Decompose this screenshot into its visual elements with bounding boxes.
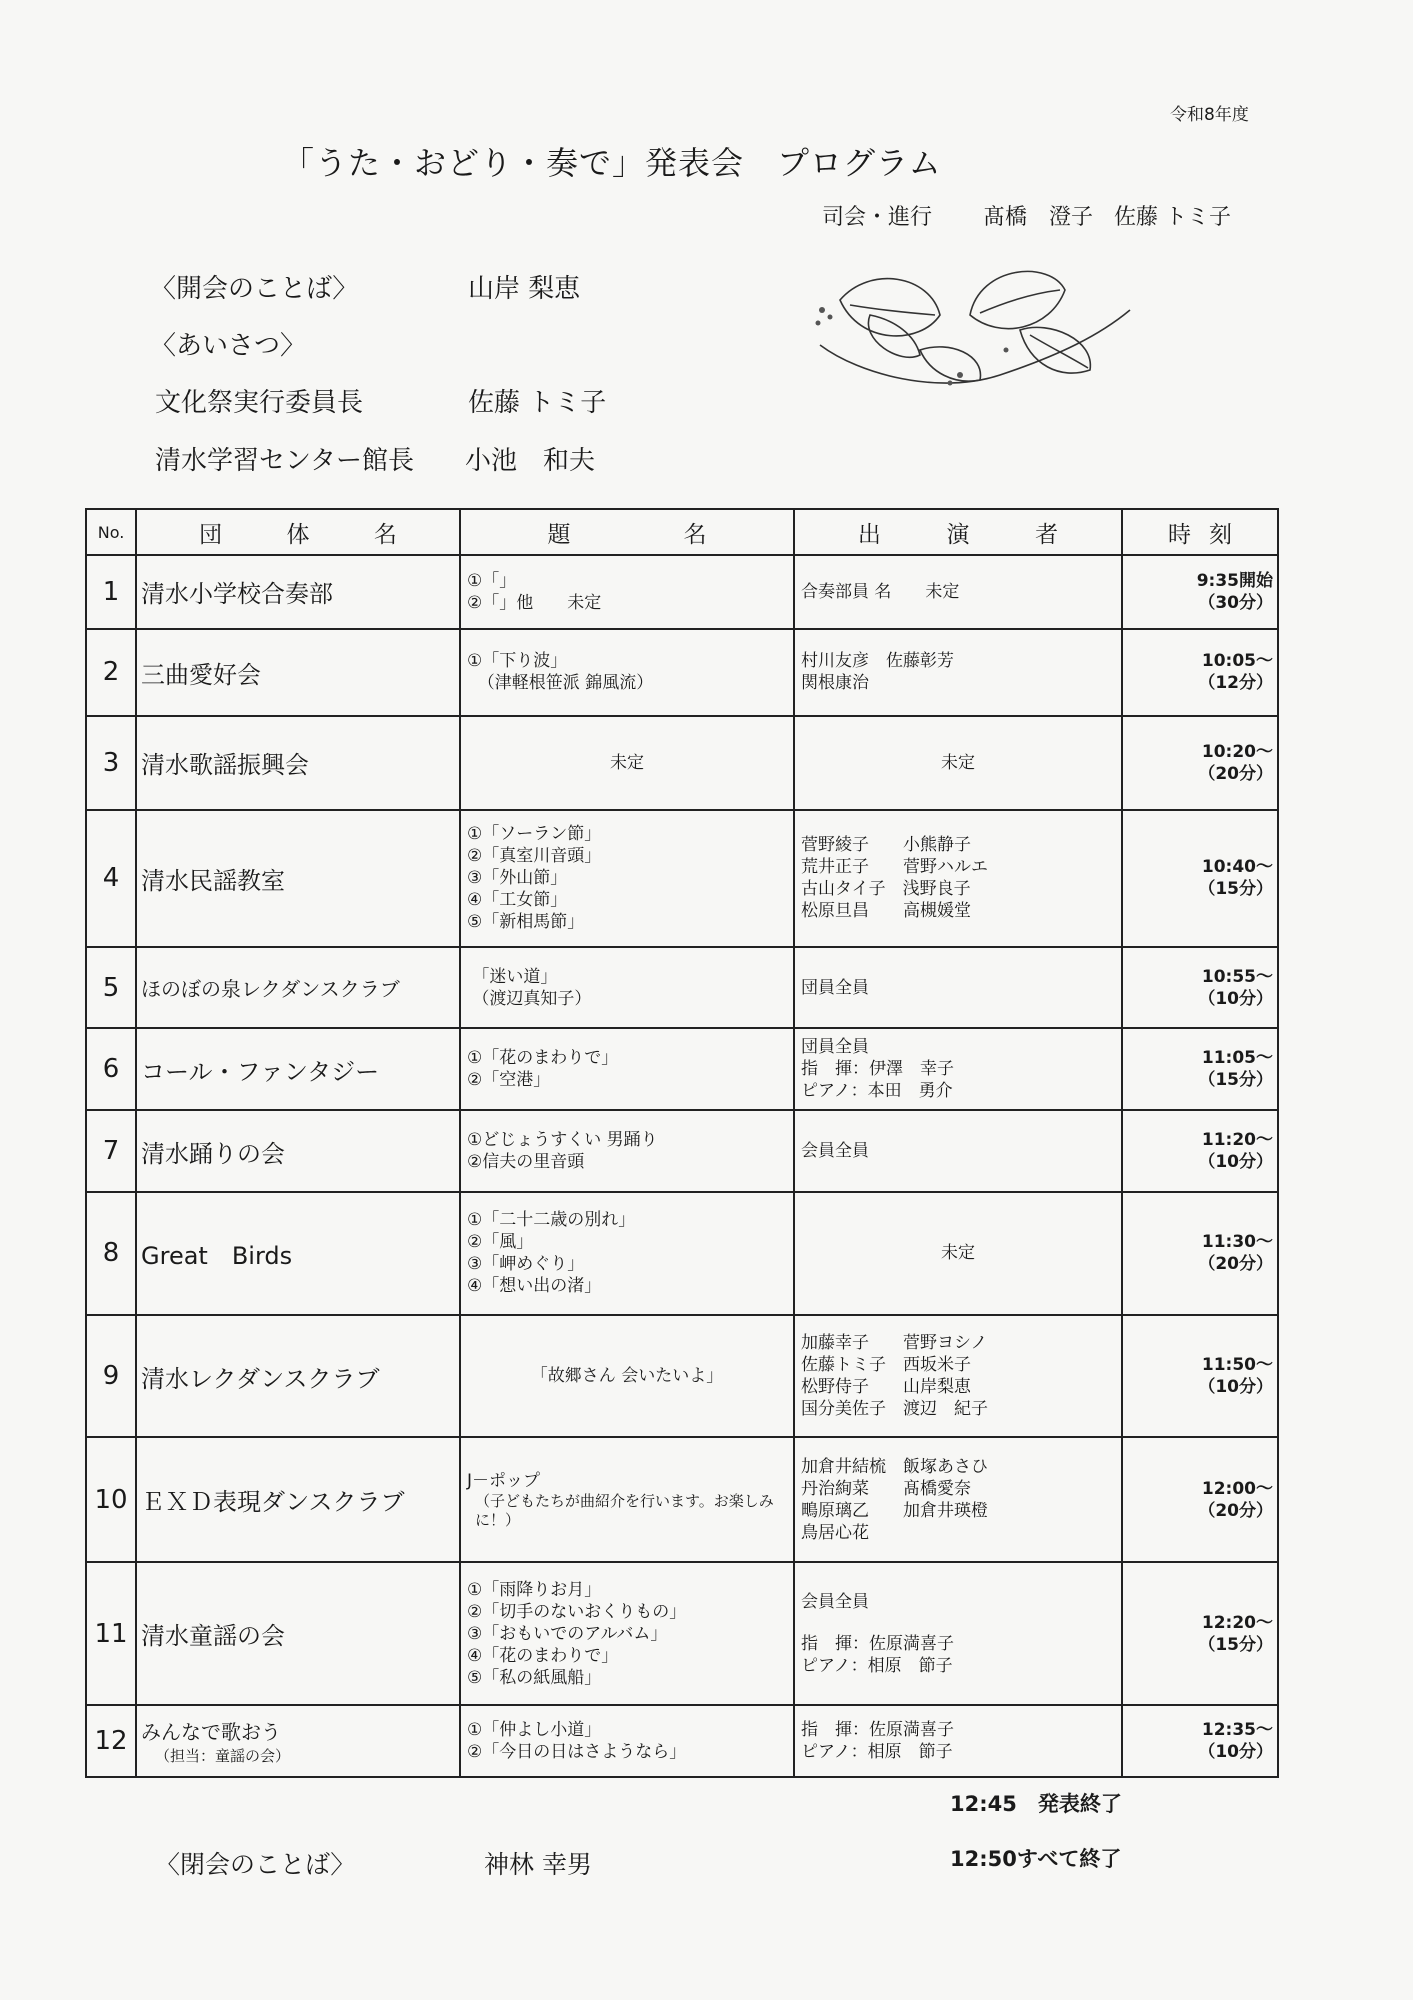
row-time: 10:20～ （20分） (1122, 716, 1278, 810)
greeting-label: 〈あいさつ〉 (150, 331, 307, 361)
row-no: 2 (86, 629, 136, 716)
closing-words-label: 〈閉会のことば〉 (155, 1850, 356, 1879)
end-presentation-time: 12:45 発表終了 (950, 1792, 1122, 1816)
table-row (86, 1028, 1278, 1110)
row-group: 三曲愛好会 (136, 629, 460, 716)
row-performers: 会員全員 (794, 1110, 1122, 1192)
row-no: 5 (86, 947, 136, 1029)
row-time: 11:20～ （10分） (1122, 1110, 1278, 1192)
table-row (86, 947, 1278, 1029)
row-titles: ①「花のまわりで」 ②「空港」 (460, 1028, 794, 1110)
chair-role: 文化祭実行委員長 (155, 388, 364, 418)
greeting-row (150, 325, 306, 362)
row-performers: 団員全員 指 揮：伊澤 幸子 ピアノ：本田 勇介 (794, 1028, 1122, 1110)
row-no: 7 (86, 1110, 136, 1192)
row-performers: 団員全員 (794, 947, 1122, 1029)
header-no: No. (86, 509, 136, 555)
row-titles: 未定 (460, 716, 794, 810)
row-performers: 村川友彦 佐藤彰芳 関根康治 (794, 629, 1122, 716)
leaf-sprig-icon (800, 255, 1140, 420)
row-group: 清水レクダンスクラブ (136, 1315, 460, 1438)
opening-words-row (150, 268, 581, 305)
header-time: 時 刻 (1122, 509, 1278, 555)
row-time: 12:20～ （15分） (1122, 1562, 1278, 1705)
row-no: 1 (86, 555, 136, 629)
table-header-row (86, 509, 1278, 555)
row-no: 8 (86, 1192, 136, 1315)
opening-words-name: 山岸 梨恵 (468, 274, 581, 304)
row-titles: ①「ソーラン節」 ②「真室川音頭」 ③「外山節」 ④「工女節」 ⑤「新相馬節」 (460, 810, 794, 947)
row-performers: 未定 (794, 1192, 1122, 1315)
closing-words-name: 神林 幸男 (484, 1850, 592, 1879)
table-row (86, 555, 1278, 629)
row-no: 12 (86, 1705, 136, 1777)
header-performers: 出 演 者 (794, 509, 1122, 555)
row-group: 清水踊りの会 (136, 1110, 460, 1192)
fiscal-year: 令和8年度 (1170, 105, 1249, 125)
program-table (85, 508, 1279, 1778)
row-titles: ①「仲よし小道」 ②「今日の日はさようなら」 (460, 1705, 794, 1777)
row-performers: 菅野綾子 小熊静子 荒井正子 菅野ハルエ 古山タイ子 浅野良子 松原旦昌 高槻媛堂 (794, 810, 1122, 947)
opening-words-label: 〈開会のことば〉 (150, 274, 359, 304)
row-time: 12:00～ （20分） (1122, 1437, 1278, 1562)
row-titles: ①「」 ②「」他 未定 (460, 555, 794, 629)
table-row (86, 1562, 1278, 1705)
row-performers: 合奏部員 名 未定 (794, 555, 1122, 629)
header-group: 団 体 名 (136, 509, 460, 555)
row-performers: 会員全員 指 揮：佐原満喜子 ピアノ：相原 節子 (794, 1562, 1122, 1705)
mc-line (822, 200, 1231, 231)
table-row (86, 810, 1278, 947)
row-titles: 「迷い道」 （渡辺真知子） (460, 947, 794, 1029)
row-no: 3 (86, 716, 136, 810)
row-performers: 指 揮：佐原満喜子 ピアノ：相原 節子 (794, 1705, 1122, 1777)
row-group: ほのぼの泉レクダンスクラブ (136, 947, 460, 1029)
mc-label: 司会・進行 (822, 205, 933, 230)
table-row (86, 1192, 1278, 1315)
page-title: 「うた・おどり・奏で」発表会 プログラム (282, 144, 942, 182)
table-row (86, 629, 1278, 716)
row-performers: 未定 (794, 716, 1122, 810)
row-time: 9:35開始 （30分） (1122, 555, 1278, 629)
row-titles: ①「二十二歳の別れ」 ②「風」 ③「岬めぐり」 ④「想い出の渚」 (460, 1192, 794, 1315)
row-time: 10:40～ （15分） (1122, 810, 1278, 947)
row-time: 10:55～ （10分） (1122, 947, 1278, 1029)
table-row (86, 1315, 1278, 1438)
row-titles: J－ポップ （子どもたちが曲紹介を行います。お楽しみに！） (460, 1437, 794, 1562)
row-time: 11:30～ （20分） (1122, 1192, 1278, 1315)
row-group: みんなで歌おう （担当：童謡の会） (136, 1705, 460, 1777)
end-all-time: 12:50すべて終了 (950, 1847, 1122, 1871)
row-group: Great Birds (136, 1192, 460, 1315)
row-group: 清水歌謡振興会 (136, 716, 460, 810)
row-no: 10 (86, 1437, 136, 1562)
row-time: 11:50～ （10分） (1122, 1315, 1278, 1438)
row-time: 12:35～ （10分） (1122, 1705, 1278, 1777)
row-titles: 「故郷さん 会いたいよ」 (460, 1315, 794, 1438)
header-title: 題 名 (460, 509, 794, 555)
row-group: 清水小学校合奏部 (136, 555, 460, 629)
row-no: 4 (86, 810, 136, 947)
chair-row (155, 382, 607, 419)
table-row (86, 716, 1278, 810)
row-no: 6 (86, 1028, 136, 1110)
row-titles: ①どじょうすくい 男踊り ②信夫の里音頭 (460, 1110, 794, 1192)
mc-name-1: 髙橋 澄子 (983, 205, 1094, 230)
chair-name: 佐藤 トミ子 (468, 388, 607, 418)
row-time: 10:05～ （12分） (1122, 629, 1278, 716)
row-performers: 加倉井結梳 飯塚あさひ 丹治絢菜 髙橋愛奈 鴫原璃乙 加倉井瑛橙 鳥居心花 (794, 1437, 1122, 1562)
director-name: 小池 和夫 (465, 446, 596, 476)
row-group: 清水民謡教室 (136, 810, 460, 947)
table-row (86, 1437, 1278, 1562)
row-no: 11 (86, 1562, 136, 1705)
row-performers: 加藤幸子 菅野ヨシノ 佐藤トミ子 西坂米子 松野侍子 山岸梨恵 国分美佐子 渡辺 紀子 (794, 1315, 1122, 1438)
table-row (86, 1705, 1278, 1777)
row-no: 9 (86, 1315, 136, 1438)
row-group: コール・ファンタジー (136, 1028, 460, 1110)
row-titles: ①「下り波」 （津軽根笹派 錦風流） (460, 629, 794, 716)
row-titles: ①「雨降りお月」 ②「切手のないおくりもの」 ③「おもいでのアルバム」 ④「花のまわりで」 ⑤「私の紙風船」 (460, 1562, 794, 1705)
row-group: ＥＸＤ表現ダンスクラブ (136, 1437, 460, 1562)
table-row (86, 1110, 1278, 1192)
director-role: 清水学習センター館長 (155, 446, 414, 476)
director-row (155, 440, 596, 477)
mc-name-2: 佐藤 トミ子 (1114, 205, 1232, 230)
row-time: 11:05～ （15分） (1122, 1028, 1278, 1110)
row-group: 清水童謡の会 (136, 1562, 460, 1705)
